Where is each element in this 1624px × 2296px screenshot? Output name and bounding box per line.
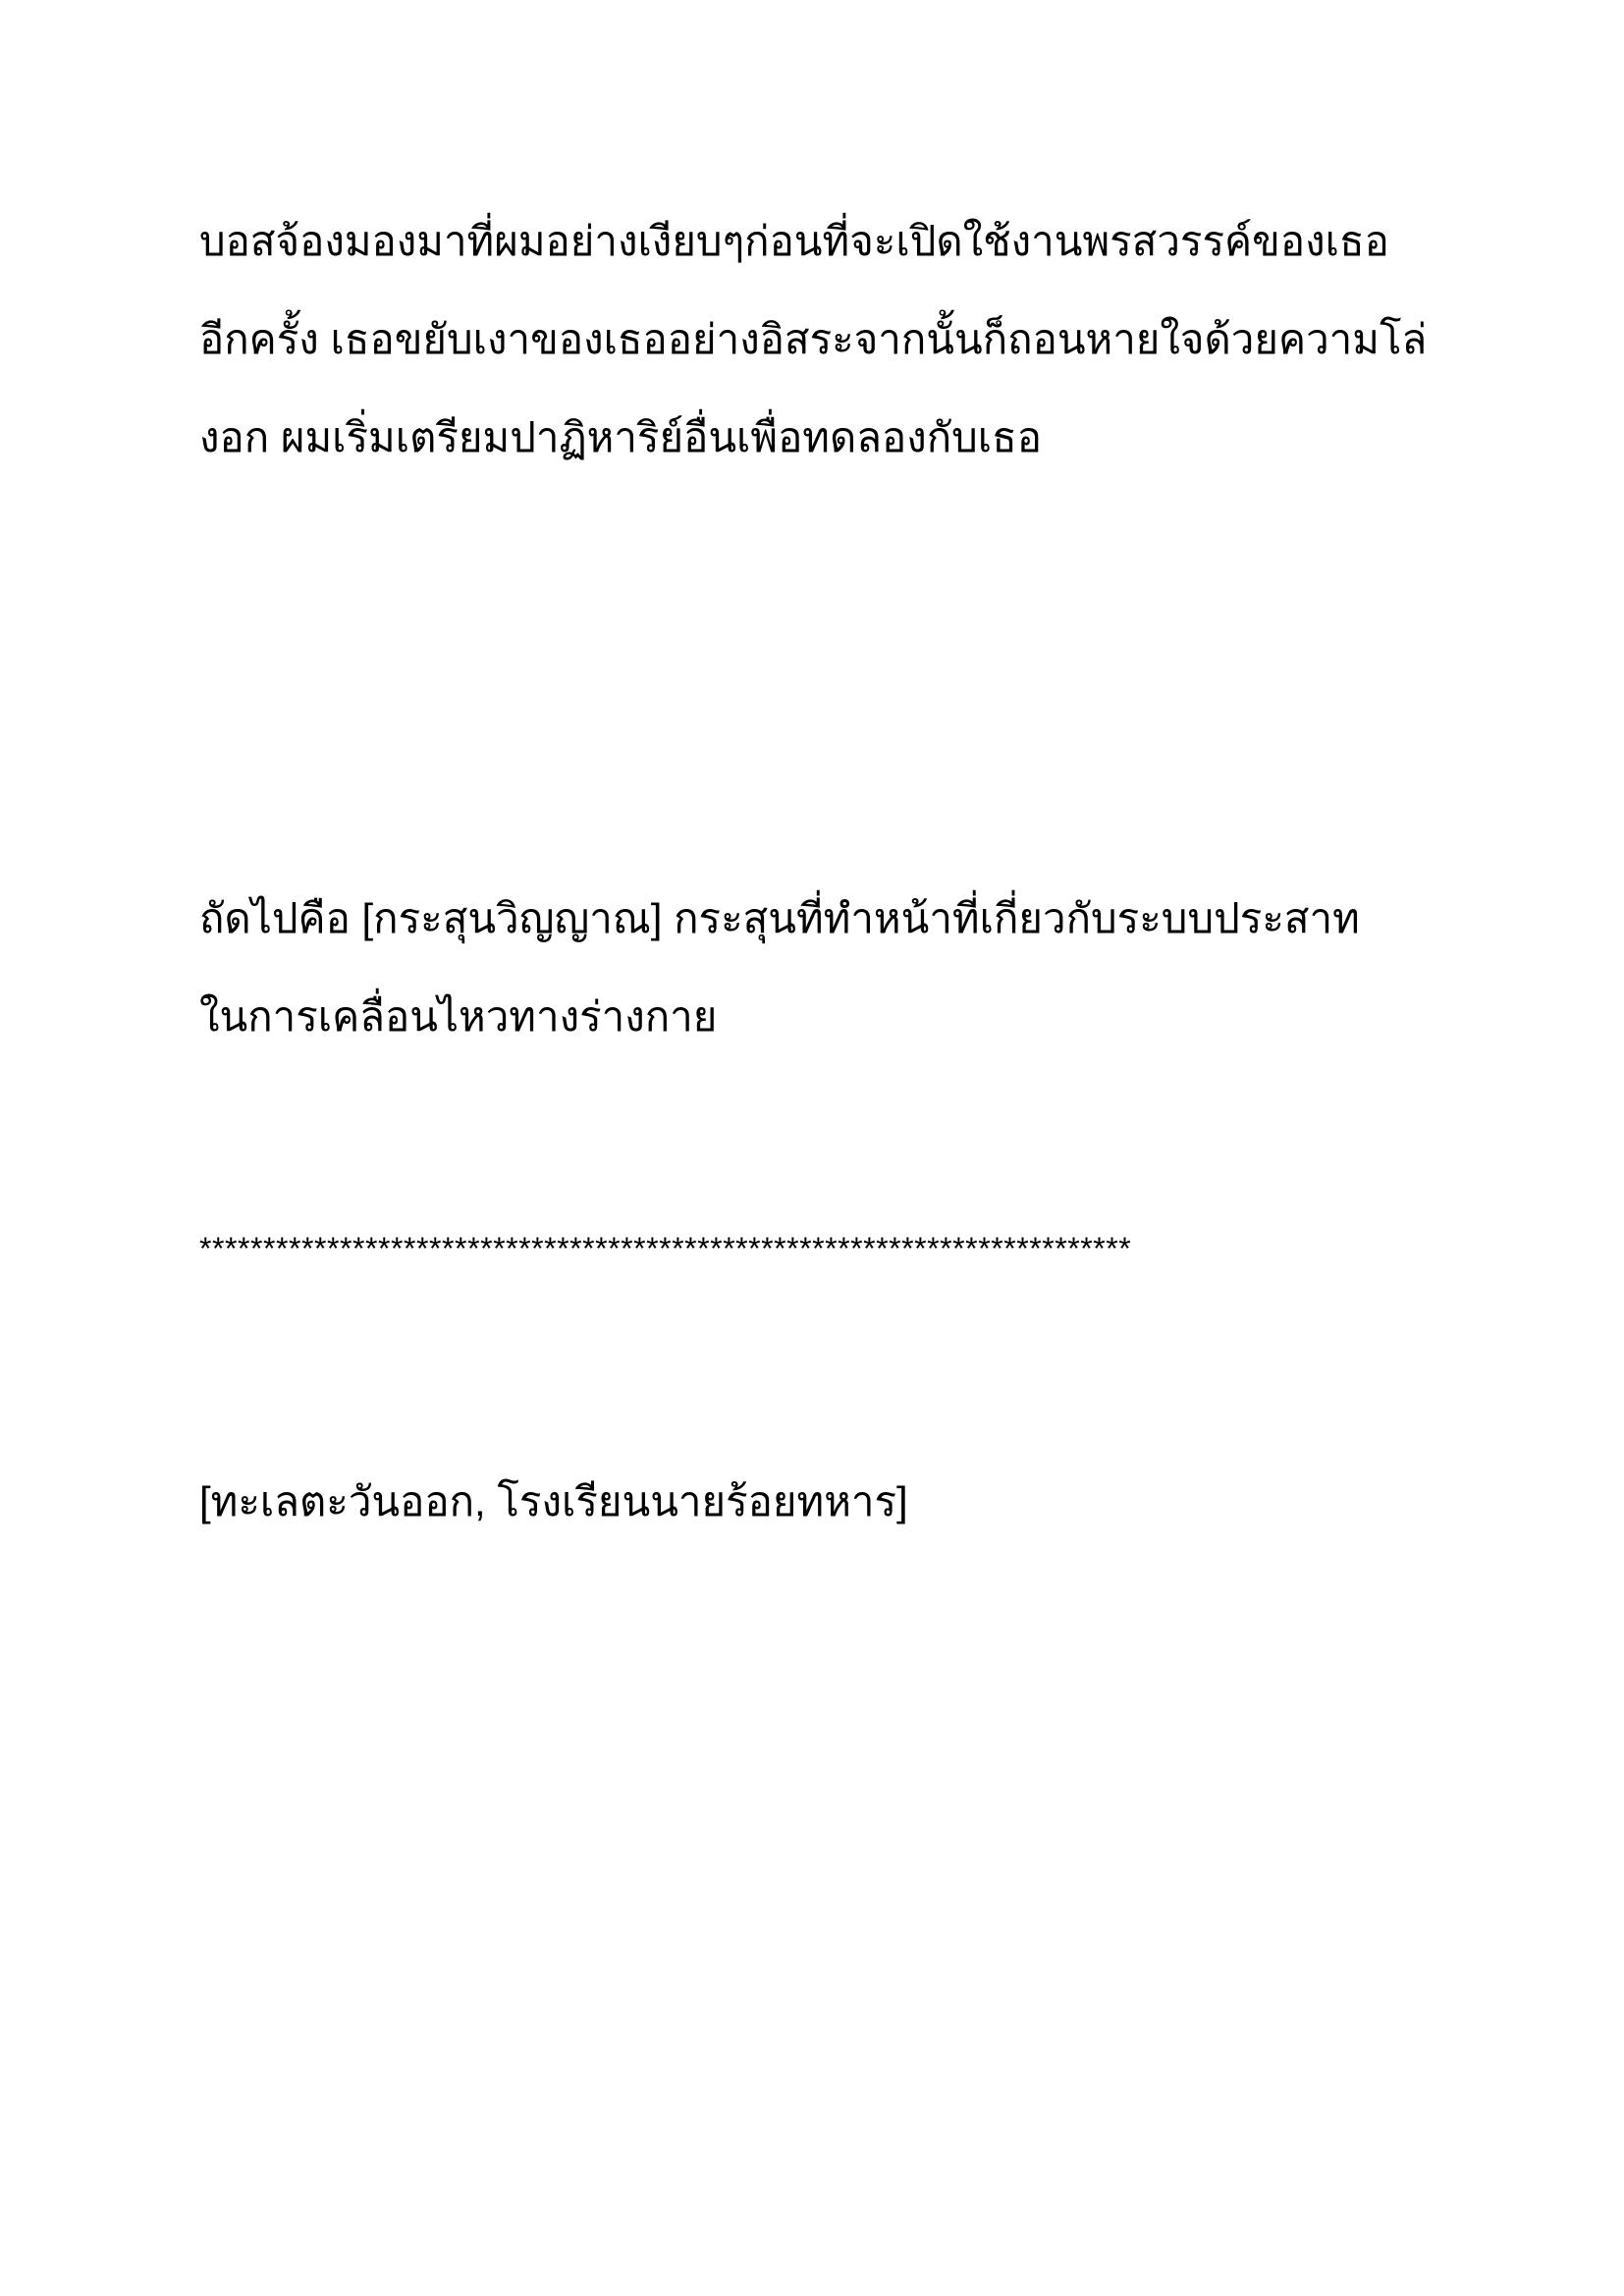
section-separator: ************************************************************************* [199,1231,1132,1266]
paragraph-1-line-2: อีกครั้ง เธอขยับเงาของเธออย่างอิสระจากนั้นก็ถอนหายใจด้วยความโล่ [199,316,1428,362]
scene-heading: [ทะเลตะวันออก, โรงเรียนนายร้อยทหาร] [199,1478,908,1524]
paragraph-2-line-1: ถัดไปคือ [กระสุนวิญญาณ] กระสุนที่ทำหน้าที่เกี่ยวกับระบบประสาท [199,895,1360,941]
paragraph-2-line-2: ในการเคลื่อนไหวทางร่างกาย [199,993,718,1040]
paragraph-1-line-3: งอก ผมเริ่มเตรียมปาฏิหาริย์อื่นเพื่อทดลองกับเธอ [199,414,1043,460]
paragraph-1-line-1: บอสจ้องมองมาที่ผมอย่างเงียบๆก่อนที่จะเปิดใช้งานพรสวรรค์ของเธอ [199,218,1389,264]
